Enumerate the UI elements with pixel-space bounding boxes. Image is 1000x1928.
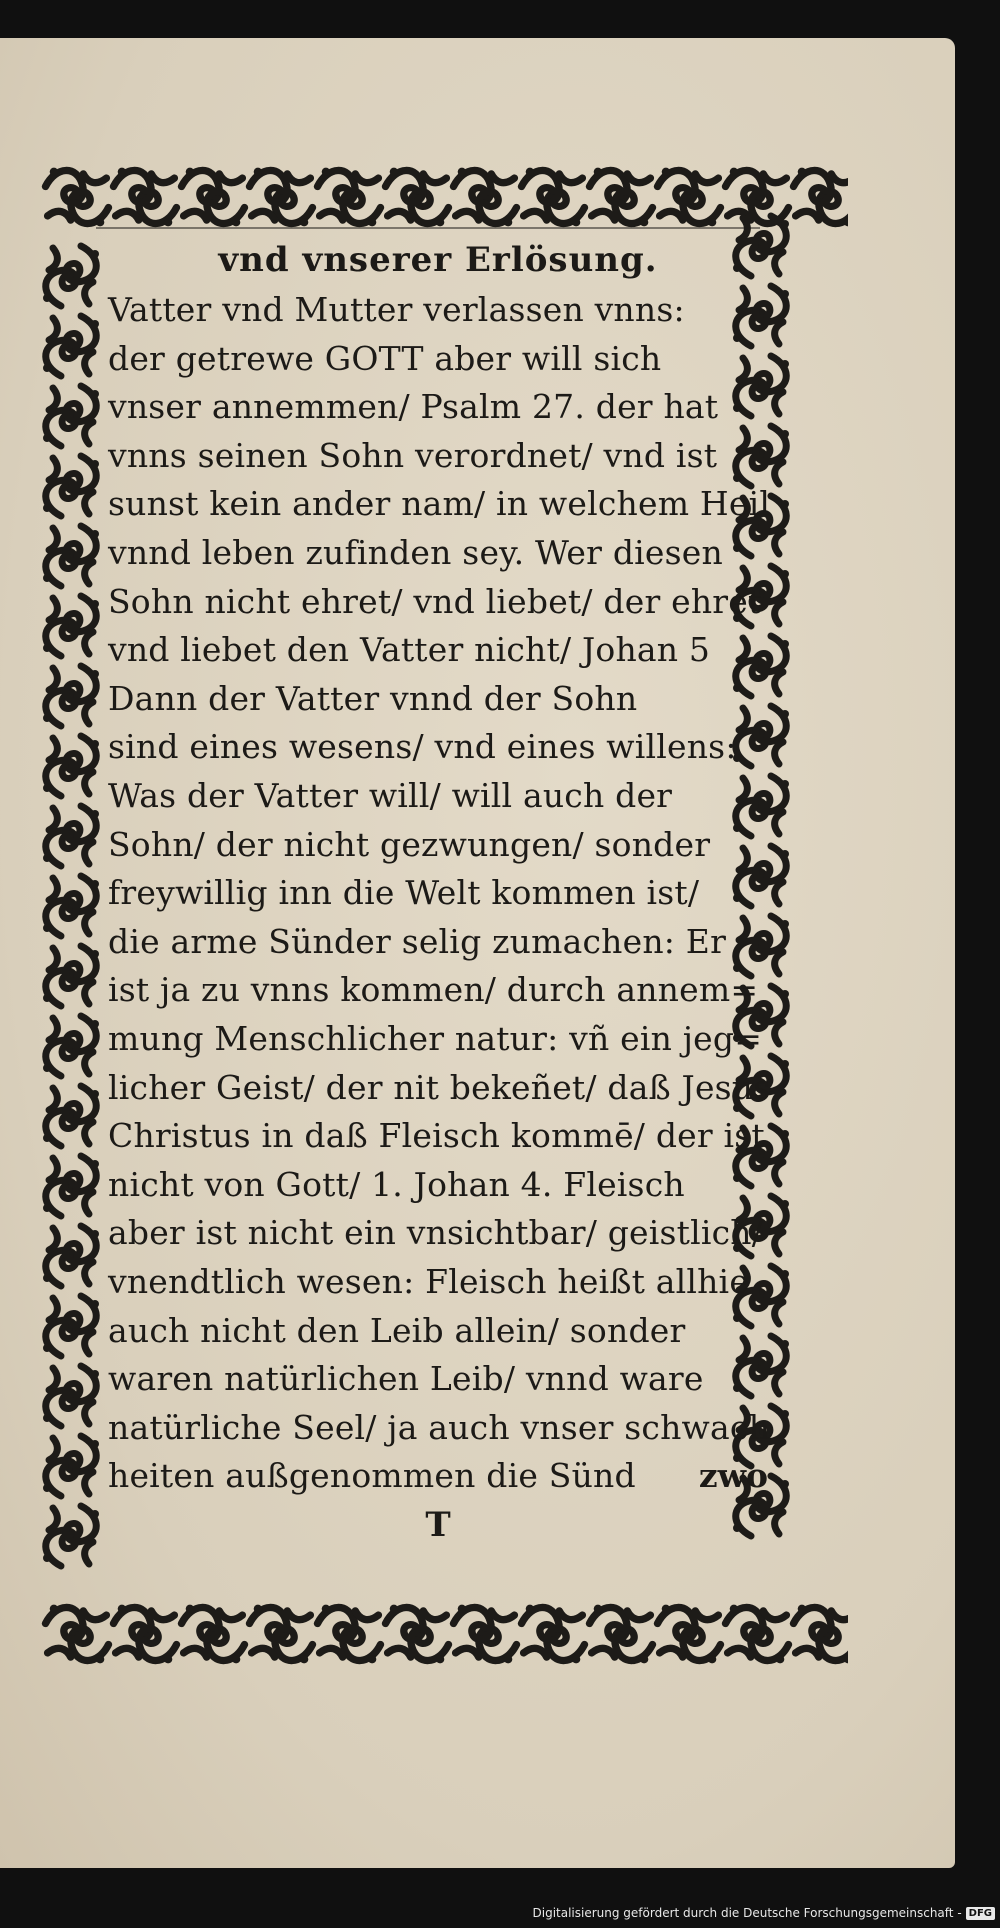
text-line: natürliche Seel/ ja auch vnser schwach	[108, 1407, 771, 1447]
text-line: nicht von Gott/ 1. Johan 4. Fleisch	[108, 1164, 685, 1204]
text-line: der getrewe GOTT aber will sich	[108, 338, 662, 378]
text-line: vnns seinen Sohn verordnet/ vnd ist	[108, 435, 718, 475]
credit-text: Digitalisierung gefördert durch die Deutsche Forschungsgemeinschaft -	[532, 1906, 962, 1920]
text-line: aber ist nicht ein vnsichtbar/ geistlich/	[108, 1213, 764, 1253]
text-line: Sohn nicht ehret/ vnd liebet/ der ehret	[108, 581, 762, 621]
text-line: die arme Sünder selig zumachen: Er	[108, 921, 727, 961]
text-line: vnd liebet den Vatter nicht/ Johan 5	[108, 630, 711, 670]
text-line: vnendtlich wesen: Fleisch heißt allhie	[108, 1262, 750, 1301]
text-line: Vatter vnd Mutter verlassen vnns:	[108, 290, 685, 329]
text-line: sind eines wesens/ vnd eines willens:	[108, 727, 737, 767]
text-line: Christus in daß Fleisch kommē/ der ist	[108, 1116, 765, 1156]
text-line: heiten außgenommen die Sünd	[108, 1456, 636, 1496]
text-line: sunst kein ander nam/ in welchem Heil	[108, 484, 771, 524]
text-line: licher Geist/ der nit bekeñet/ daß Jesus	[108, 1067, 771, 1107]
signature-mark: T	[425, 1505, 451, 1545]
book-page	[0, 38, 955, 1868]
digitization-credit	[533, 1906, 996, 1920]
catchword: zwo	[698, 1456, 768, 1496]
text-line: freywillig inn die Welt kommen ist/	[108, 873, 700, 913]
text-line: Was der Vatter will/ will auch der	[108, 776, 673, 815]
text-line: Dann der Vatter vnnd der Sohn	[108, 678, 638, 718]
text-line: waren natürlichen Leib/ vnnd ware	[108, 1359, 704, 1399]
dfg-logo: DFG	[966, 1907, 995, 1920]
text-line: Sohn/ der nicht gezwungen/ sonder	[108, 824, 711, 864]
text-block	[108, 240, 771, 1550]
text-line: auch nicht den Leib allein/ sonder	[108, 1310, 686, 1350]
text-line: ist ja zu vnns kommen/ durch annem=	[108, 970, 759, 1010]
text-line: vnser annemmen/ Psalm 27. der hat	[108, 387, 719, 427]
running-head: vnd vnserer Erlösung.	[218, 240, 658, 280]
text-line: mung Menschlicher natur: vñ ein jeg=	[108, 1019, 763, 1058]
text-line: vnnd leben zufinden sey. Wer diesen	[108, 533, 723, 572]
